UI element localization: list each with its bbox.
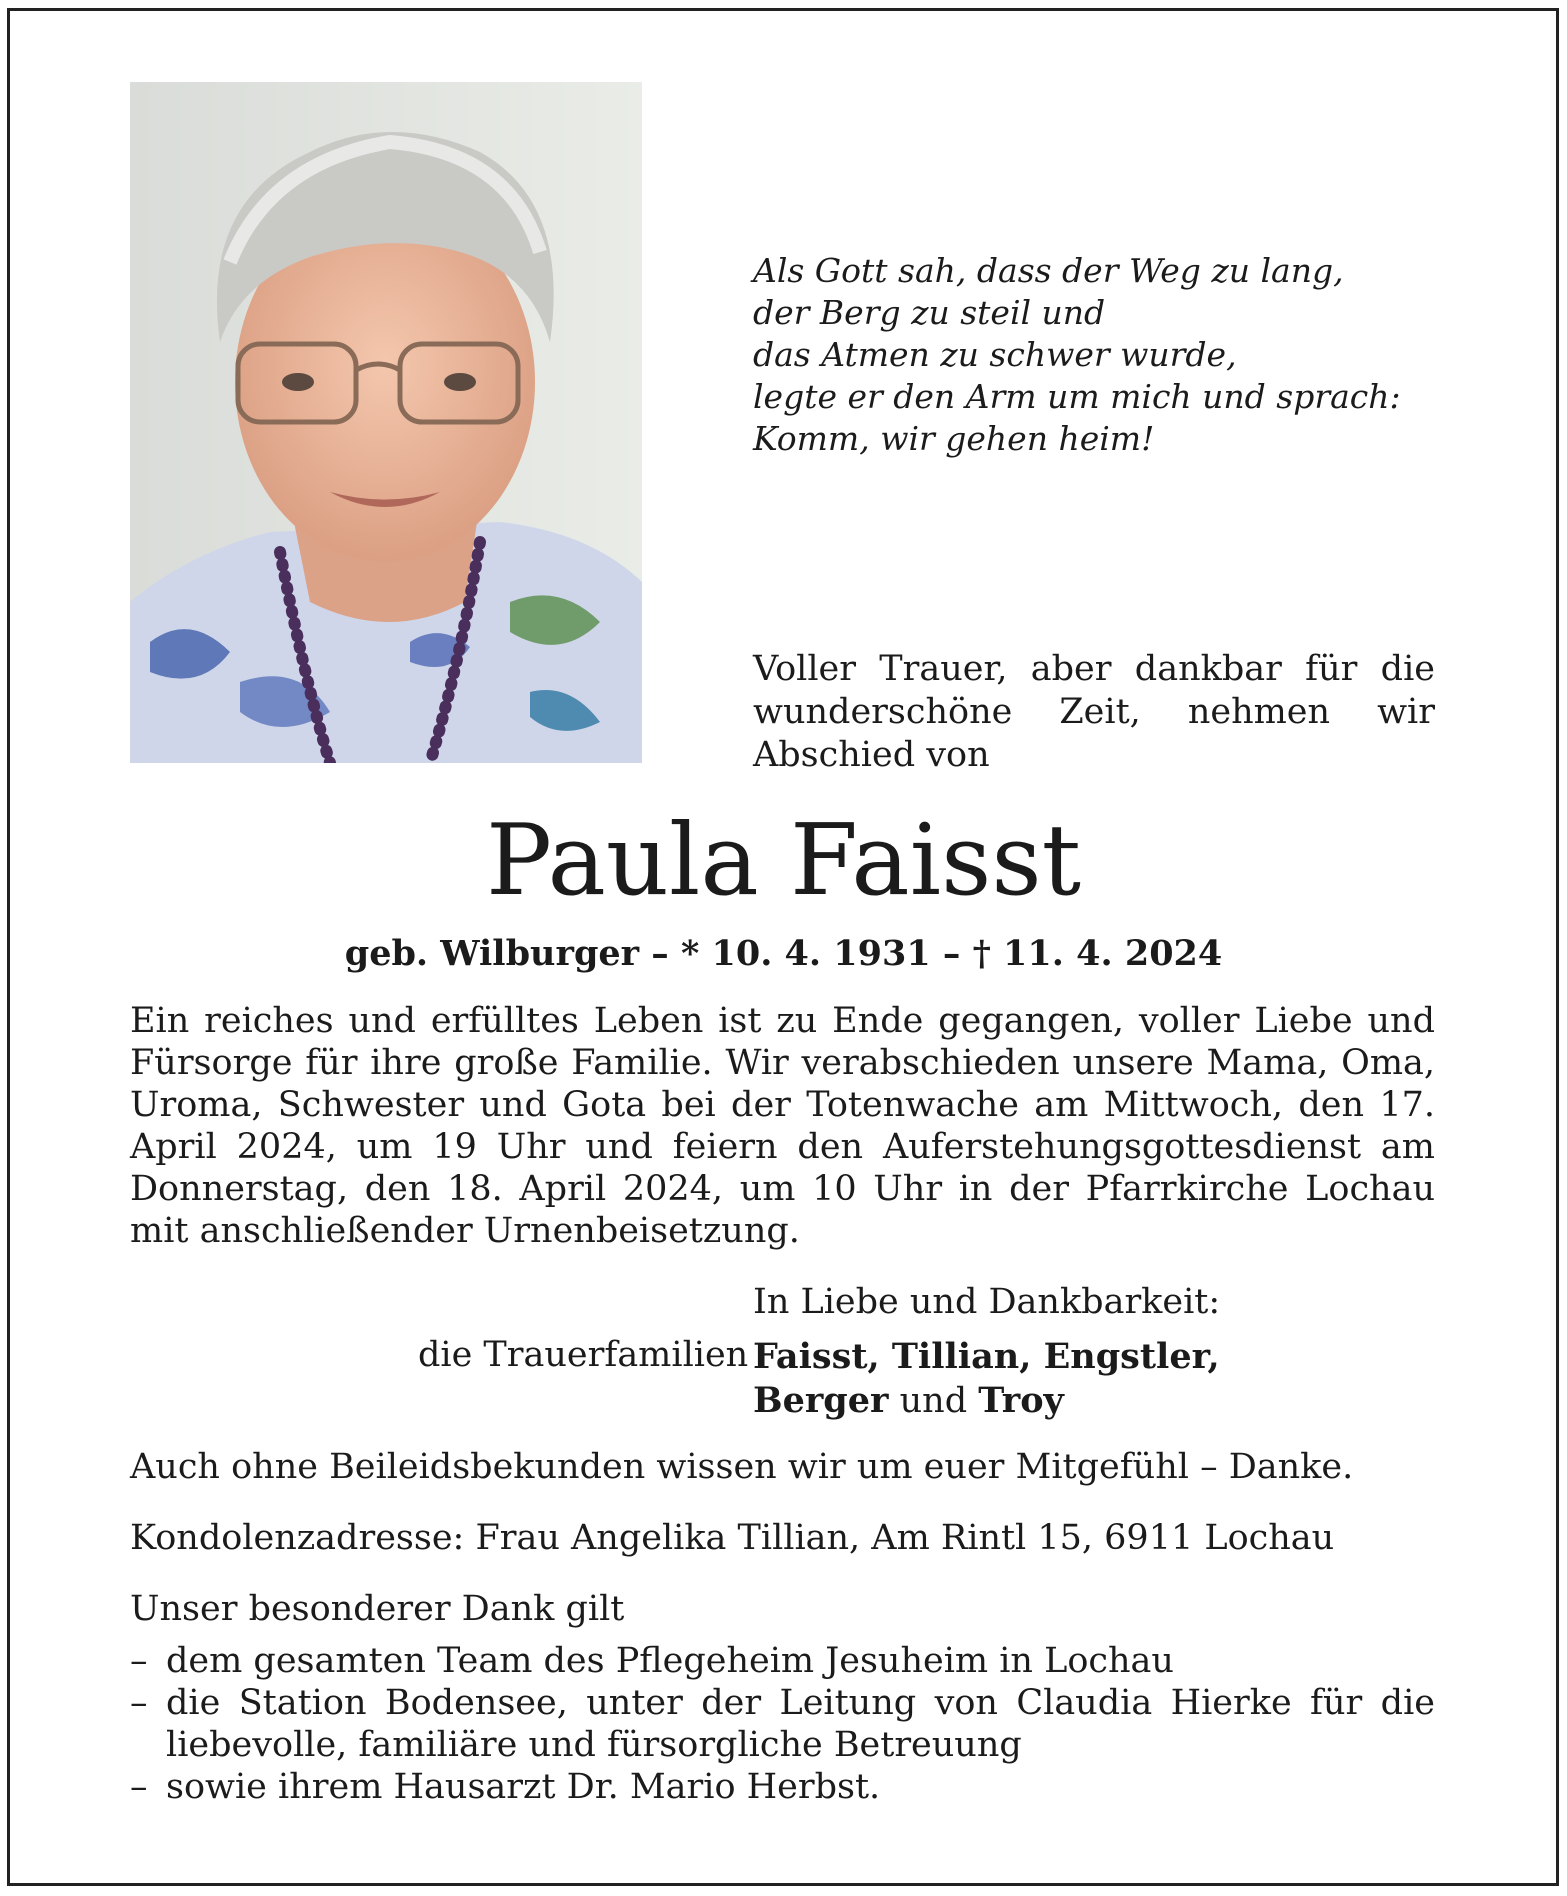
list-item-text: dem gesamten Team des Pflegeheim Jesuheim in Lochau (166, 1641, 1174, 1681)
funeral-details: Ein reiches und erfülltes Leben ist zu Ende gegangen, voller Liebe und Fürsorge für ihre große Familie. Wir verabschieden unsere Mama, Oma, Uroma, Schwester und Gota bei der Totenwache am Mittwoch, den 17. April 2024, um 19 Uhr und feiern den Auferstehungsgottesdienst am Donnerstag, den 18. April 2024, um 10 Uhr in der Pfarrkirche Lochau mit anschließender Urnenbeisetzung. (130, 1001, 1435, 1251)
list-dash: – (130, 1641, 148, 1681)
poem-line: das Atmen zu schwer wurde, (753, 335, 1237, 374)
family-names (753, 1335, 1220, 1423)
birth-death-dates: geb. Wilburger – * 10. 4. 1931 – † 11. 4. 2024 (344, 933, 1223, 974)
intro-text: Voller Trauer, aber dankbar für die wunderschöne Zeit, nehmen wir Abschied von (753, 649, 1435, 775)
portrait-photo (130, 82, 642, 763)
list-item (130, 1766, 1435, 1808)
list-item (130, 1640, 1435, 1682)
list-dash: – (130, 1767, 148, 1807)
poem-line: legte er den Arm um mich und sprach: (753, 377, 1401, 416)
family-name: Berger (753, 1380, 889, 1421)
poem-line: der Berg zu steil und (753, 293, 1106, 332)
deceased-name: Paula Faisst (485, 804, 1082, 918)
poem-line: Als Gott sah, dass der Weg zu lang, (753, 251, 1344, 290)
thanks-intro: Unser besonderer Dank gilt (130, 1589, 625, 1629)
conjunction: und (899, 1381, 968, 1421)
poem-line: Komm, wir gehen heim! (753, 419, 1155, 458)
closing-phrase: In Liebe und Dankbarkeit: (753, 1282, 1221, 1322)
families-label: die Trauerfamilien (418, 1335, 749, 1375)
family-name: Troy (978, 1380, 1064, 1421)
list-item-text: die Station Bodensee, unter der Leitung von Claudia Hierke für die liebevolle, familiäre und fürsorgliche Betreuung (166, 1683, 1435, 1765)
list-dash: – (130, 1683, 148, 1723)
poem (753, 250, 1401, 460)
family-names-line: Faisst, Tillian, Engstler, (753, 1336, 1220, 1377)
list-item-text: sowie ihrem Hausarzt Dr. Mario Herbst. (166, 1767, 881, 1807)
list-item (130, 1682, 1435, 1766)
thanks-list (130, 1640, 1435, 1808)
condolence-address: Kondolenzadresse: Frau Angelika Tillian, Am Rintl 15, 6911 Lochau (130, 1518, 1335, 1558)
condolence-note: Auch ohne Beileidsbekunden wissen wir um euer Mitgefühl – Danke. (130, 1447, 1354, 1487)
